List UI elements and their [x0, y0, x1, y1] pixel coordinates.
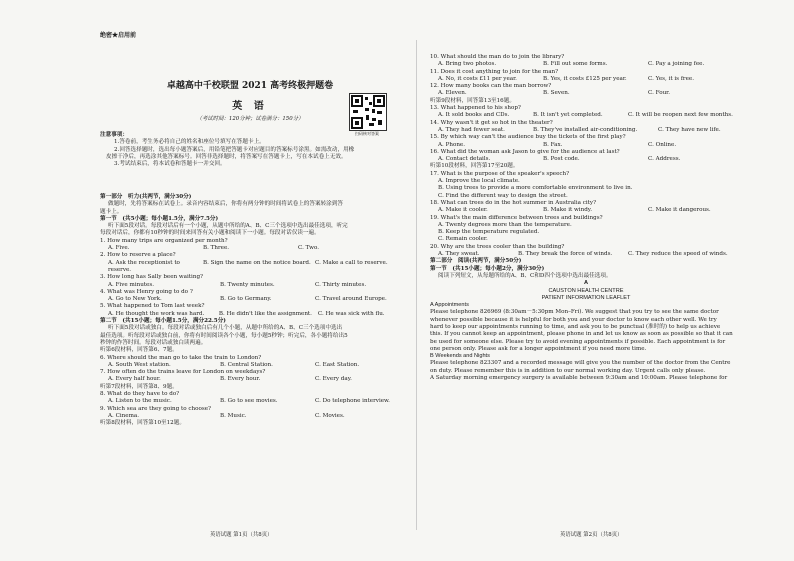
sec2-heading: 第二节 (共15小题；每小题1.5分，满分22.5分) [100, 318, 226, 325]
exam-title: 卓越高中千校联盟 2021 高考终极押题卷 [166, 81, 334, 91]
question-text: 3. How long has Sally been waiting? [100, 274, 204, 281]
passage-line: hard to keep our appointments running to time, and ask you to be punctual (准时的) to help us achieve [430, 323, 721, 330]
footer-right: 英语试题 第2页（共8页） [560, 532, 623, 538]
notice-section [100, 132, 410, 168]
secret-label: 绝密★启用前 [100, 32, 137, 39]
option-c[interactable]: C. Address. [648, 156, 681, 163]
question-text: 8. What do they have to do? [100, 391, 180, 398]
option-c[interactable]: C. They reduce the speed of winds. [628, 251, 728, 258]
question-text: 14. Why wasn't it get so hot in the theater? [430, 119, 553, 126]
notice-line: 3.考试结束后，将本试卷和答题卡一并交回。 [114, 161, 226, 168]
option-a[interactable]: A. Five. [108, 245, 130, 252]
option-a[interactable]: A. Bring two photos. [438, 61, 497, 68]
question-text: 16. What did the woman ask Jason to give for the audience at last? [430, 148, 620, 155]
option-a[interactable]: A. They sweat. [438, 251, 480, 258]
option-a[interactable]: A. It sold books and CDs. [438, 112, 510, 119]
part1-section [100, 194, 412, 428]
question [100, 252, 412, 274]
section-a-heading: A Appointments [430, 302, 469, 309]
question [430, 215, 742, 244]
question-text: 5. What happened to Tom last week? [100, 303, 205, 310]
right-column [430, 54, 742, 382]
sec1-desc: 听下面5段对话。每段对话后有一个小题，从题中所给的A、B、C三个选项中选出最佳选项，听完 [108, 223, 348, 230]
sec1-heading: 第一节 (共5小题；每小题1.5分，满分7.5分) [100, 215, 219, 222]
question [100, 391, 412, 406]
passage-line: Please telephone 826969 (8:30am－5:30pm Mon–Fri). We suggest that you try to see the same doctor [430, 309, 719, 316]
sec2-desc: 秒钟的作答时间。每段对话或独白读两遍。 [100, 339, 207, 346]
part1-desc: 做题时，先将答案标在试卷上。录音内容结束后，你将有两分钟的时间将试卷上的答案转涂到答 [108, 201, 343, 208]
exam-info: （考试时间：120分钟；试卷满分：150分） [196, 116, 304, 122]
question-text: 12. How many books can the man borrow? [430, 83, 552, 90]
question [100, 369, 412, 384]
sec2-desc: 听下面5段对话或独白。每段对话或独白后有几个小题，从题中所给的A、B、C三个选项中选出 [108, 325, 343, 332]
question-text: 18. What can trees do in the hot summer in Australia city? [430, 199, 597, 206]
option-b[interactable]: B. Go to Germany. [220, 296, 272, 303]
listen-instruction: 听第7段材料，回答第8、9题。 [100, 383, 178, 390]
option-a[interactable]: A. South West station. [108, 361, 171, 368]
option-a[interactable]: A. Contact details. [438, 156, 491, 163]
option-b[interactable]: B. Music. [220, 412, 247, 419]
question [430, 83, 742, 98]
qr-code-icon[interactable] [349, 93, 387, 131]
option-c[interactable]: C. He was sick with flu. [317, 310, 385, 317]
question [430, 200, 742, 215]
question [100, 355, 412, 370]
option-c[interactable]: C. Thirty minutes. [315, 281, 367, 288]
question-text: 4. What was Henry going to do ? [100, 288, 193, 295]
question-text: 6. Where should the man go to take the train to London? [100, 354, 262, 361]
option-c[interactable]: C. Yes, it is free. [648, 75, 694, 82]
passage-line: on duty. Please remember this is in addition to our normal working day. Urgent calls only please. [430, 367, 706, 374]
section-b-heading: B Weekends and Nights [430, 353, 490, 360]
option-b[interactable]: B. Yes, it costs £125 per year. [543, 75, 627, 82]
passage-line: be used for someone else. Please try to avoid evening appointments if possible. Each appointment is for [430, 338, 726, 345]
question [430, 69, 742, 84]
option-b[interactable]: B. Every hour. [220, 376, 261, 383]
listen-instruction: 听第9段材料，回答第13至16题。 [430, 97, 515, 104]
notice-heading: 注意事项： [100, 132, 128, 138]
option-b[interactable]: B. Central Station. [220, 361, 273, 368]
question [100, 406, 412, 421]
part2-sec1-heading: 第一节 (共15小题；每小题2分，满分30分) [430, 265, 545, 272]
option-c[interactable]: C. Pay a joining fee. [648, 61, 705, 68]
option-a[interactable]: A. They had fewer seat. [438, 126, 505, 133]
option-b[interactable]: B. Seven. [543, 90, 570, 97]
footer-left: 英语试题 第1页（共8页） [210, 532, 273, 538]
question [430, 105, 742, 120]
option-b[interactable]: B. They've installed air-conditioning. [533, 126, 638, 133]
question-text: 15. By which way can't the audience buy the tickets of the first play? [430, 134, 626, 141]
question [100, 274, 412, 289]
leaflet-title: PATIENT INFORMATION LEAFLET [541, 294, 631, 301]
option-c[interactable]: C. Remain cooler. [438, 236, 488, 243]
option-c[interactable]: C. Travel around Europe. [315, 296, 387, 303]
listen-instruction: 听第6段材料，回答第6、7题。 [100, 347, 178, 354]
option-c[interactable]: C. Two. [298, 245, 320, 252]
question [100, 303, 412, 318]
listen-instruction: 听第8段材料，回答第10至12题。 [100, 420, 185, 427]
option-c[interactable]: C. Movies. [315, 412, 345, 419]
option-c[interactable]: C. Every day. [315, 376, 352, 383]
passage-line: whenever possible because it is helpful for both you and your doctor to know each other well. We try [430, 316, 717, 323]
option-b[interactable]: B. It isn't yet completed. [533, 112, 603, 119]
question [100, 238, 412, 253]
option-a[interactable]: A. Go to New York. [108, 296, 162, 303]
option-b[interactable]: B. Fax. [543, 141, 563, 148]
option-c[interactable]: C. Do telephone interview. [315, 398, 390, 405]
option-a[interactable]: A. Cinema. [108, 412, 139, 419]
option-c[interactable]: C. Find the different way to design the street. [438, 192, 568, 199]
option-a[interactable]: A. Phone. [438, 141, 466, 148]
option-a[interactable]: A. Ask the receptionist to reserve. [108, 259, 180, 273]
question [430, 120, 742, 135]
question-text: 13. What happened to his shop? [430, 105, 521, 112]
question-text: 2. How to reserve a place? [100, 252, 176, 259]
passage-line: this. If you cannot keep an appointment, please phone in and let us know as soon as possible so that it can [430, 331, 733, 338]
question-text: 19. What's the main difference between trees and buildings? [430, 214, 603, 221]
option-b[interactable]: B. They break the force of winds. [518, 251, 613, 258]
option-c[interactable]: C. Four. [648, 90, 671, 97]
passage-line: Please telephone 823307 and a recorded message will give you the number of the doctor from the Centre [430, 360, 731, 367]
question [100, 289, 412, 304]
passage-line: one person only. Please ask for a longer appointment if you need more time. [430, 345, 647, 352]
option-a[interactable]: A. Improve the local climate. [438, 178, 520, 185]
question [430, 54, 742, 69]
option-b[interactable]: B. Post code. [543, 156, 580, 163]
option-c[interactable]: C. East Station. [315, 361, 360, 368]
question [430, 134, 742, 149]
question-text: 10. What should the man do to join the library? [430, 54, 565, 60]
listen-instruction: 听第10段材料，回答第17至20题。 [430, 163, 519, 170]
option-b[interactable]: B. Keep the temperature regulated. [438, 229, 540, 236]
option-a[interactable]: A. Eleven. [438, 90, 467, 97]
notice-line: 1.答卷前，考生务必将自己的姓名和座位号填写在答题卡上。 [114, 139, 265, 146]
qr-label: 扫码核对答案 [355, 131, 379, 136]
question-text: 9. Which sea are they going to choose? [100, 405, 212, 412]
centre-name: CAUSTON HEALTH CENTRE [548, 287, 624, 294]
notice-line: 2.回答选择题时，选出每小题答案后，用铅笔把答题卡对应题目的答案标号涂黑。如需改动，用橡 [114, 146, 355, 153]
option-b[interactable]: B. Sign the name on the notice board. [203, 259, 311, 266]
option-b[interactable]: B. He didn't like the assignment. [218, 310, 312, 317]
notice-line: 皮擦干净后，再选涂其他答案标号。回答非选择题时，将答案写在答题卡上，写在本试卷上无效。 [106, 153, 347, 160]
sec2-desc: 最佳选项。听每段对话或独白前，你将有时间阅读各个小题，每小题5秒钟；听完后，各小题将给出5 [100, 332, 348, 339]
option-c[interactable]: C. Online. [648, 141, 677, 148]
option-a[interactable]: A. Every half hour. [108, 376, 161, 383]
option-b[interactable]: B. Go to see movies. [220, 398, 278, 405]
passage-line: A Saturday morning emergency surgery is available between 9:30am and 10:00am. Please telephone for [430, 375, 728, 382]
sec1-desc: 每段对话后，你都有10秒钟的时间来回答有关小题和阅读下一小题。每段对话仅读一遍。 [100, 230, 320, 237]
question [430, 149, 742, 164]
question [430, 244, 742, 259]
option-c[interactable]: C. It will be reopen next few months. [628, 112, 733, 119]
question-text: 20. Why are the trees cooler than the building? [430, 243, 565, 250]
question [430, 171, 742, 200]
option-a[interactable]: A. Five minutes. [108, 281, 155, 288]
question-text: 1. How many trips are organized per month? [100, 237, 228, 244]
part2-heading: 第二部分 阅读(共两节，满分50分) [430, 258, 522, 265]
part1-heading: 第一部分 听力(共两节，满分30分) [100, 194, 192, 200]
option-a[interactable]: A. He thought the work was hard. [108, 310, 205, 317]
part1-desc: 题卡上。 [100, 208, 123, 215]
part2-desc: 阅读下列短文，从每题所给的A、B、C和D四个选项中选出最佳选项。 [438, 272, 612, 279]
question-text: 7. How often do the trains leave for London on weekdays? [100, 369, 266, 376]
option-c[interactable]: C. Make a call to reserve. [315, 259, 388, 266]
question-text: 11. Does it cost anything to join for the man? [430, 68, 559, 75]
option-b[interactable]: B. Twenty minutes. [220, 281, 275, 288]
option-a[interactable]: A. Listen to the music. [108, 398, 172, 405]
option-c[interactable]: C. Make it dangerous. [648, 207, 711, 214]
option-a[interactable]: A. No, it costs £11 per year. [438, 75, 517, 82]
question-text: 17. What is the purpose of the speaker's speech? [430, 170, 570, 177]
option-b[interactable]: B. Make it windy. [543, 207, 592, 214]
option-b[interactable]: B. Three. [203, 245, 230, 252]
option-b[interactable]: B. Fill out some forms. [543, 61, 608, 68]
option-a[interactable]: A. Twenty degrees more than the temperature. [438, 221, 572, 228]
subject-title: 英 语 [232, 101, 268, 112]
option-c[interactable]: C. They have new life. [658, 126, 721, 133]
passage-letter: A [583, 280, 589, 287]
option-b[interactable]: B. Using trees to provide a more comfortable environment to live in. [438, 185, 633, 192]
option-a[interactable]: A. Make it cooler. [438, 207, 488, 214]
page-fold-divider [416, 40, 417, 530]
